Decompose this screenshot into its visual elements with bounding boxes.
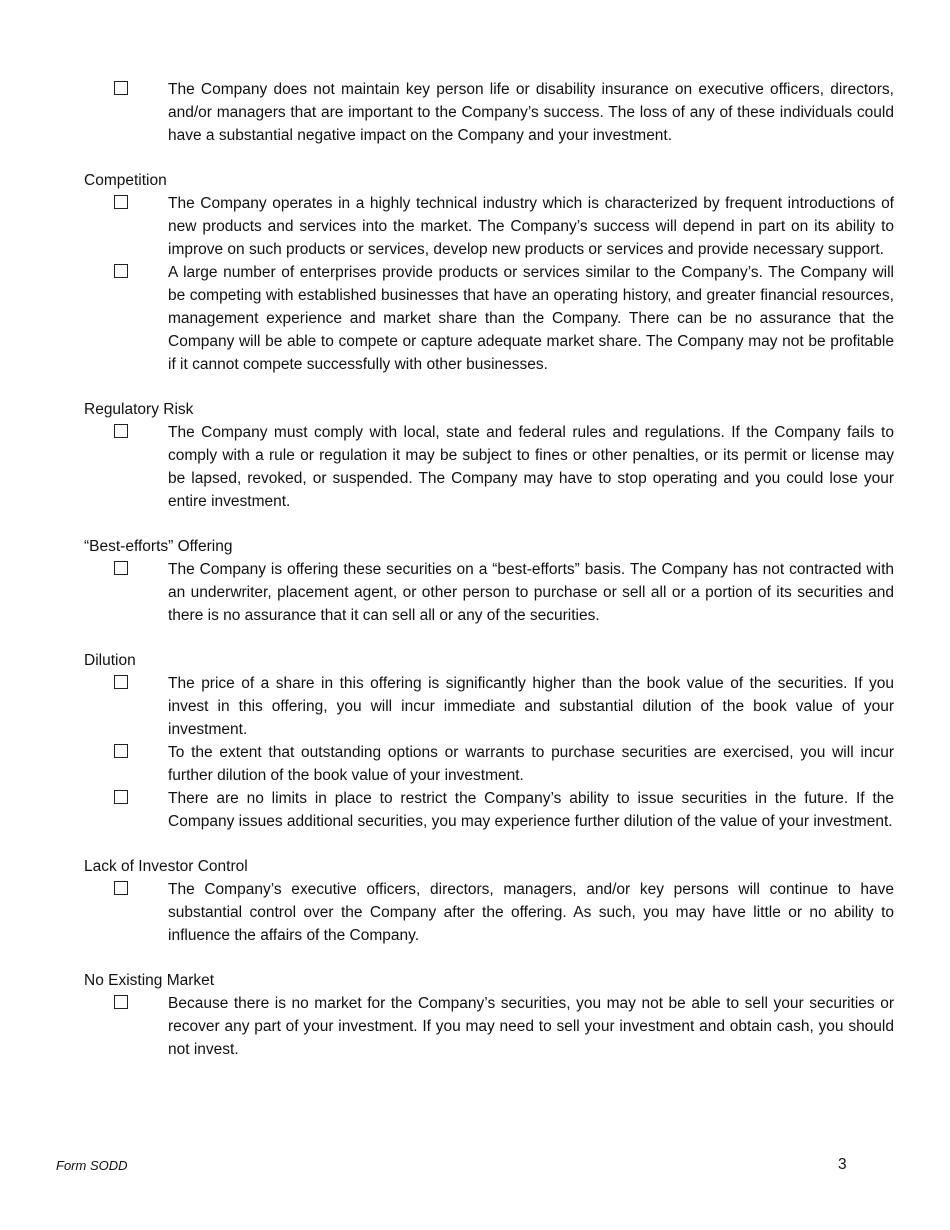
risk-section [84,969,894,1061]
risk-item-text: The Company’s executive officers, directors, managers, and/or key persons will continue to have substantial control over the Company after the offering. As such, you may have little or no ability to influence the affairs of the Company. [168,881,894,944]
risk-checkbox[interactable] [114,881,128,895]
risk-item [84,878,894,947]
risk-section [84,649,894,833]
risk-factors-content [84,78,894,1083]
risk-item-text: Because there is no market for the Company’s securities, you may not be able to sell your securities or recover any part of your investment. If you may need to sell your investment and obtain cash, you should not invest. [168,995,894,1058]
risk-item [84,741,894,787]
risk-item-text: The Company must comply with local, state and federal rules and regulations. If the Company fails to comply with a rule or regulation it may be subject to fines or other penalties, or its permit or license may be lapsed, revoked, or suspended. The Company may have to stop operating and you could lose your entire investment. [168,424,894,510]
risk-item [84,672,894,741]
risk-checkbox[interactable] [114,675,128,689]
risk-section [84,535,894,627]
risk-item [84,78,894,147]
risk-checkbox[interactable] [114,995,128,1009]
risk-item [84,192,894,261]
risk-checkbox[interactable] [114,424,128,438]
risk-item-text: The Company is offering these securities on a “best-efforts” basis. The Company has not contracted with an underwriter, placement agent, or other person to purchase or sell all or a portion of its securities and there is no assurance that it can sell all or any of the securities. [168,561,894,624]
risk-item-text: The Company operates in a highly technical industry which is characterized by frequent introductions of new products and services into the market. The Company’s success will depend in part on its ability to improve on such products or services, develop new products or services and provide necessary support. [168,195,894,258]
risk-item [84,421,894,513]
risk-checkbox[interactable] [114,790,128,804]
risk-item [84,992,894,1061]
page-number: 3 [838,1156,847,1173]
risk-section [84,398,894,513]
risk-checkbox[interactable] [114,264,128,278]
risk-checkbox[interactable] [114,195,128,209]
risk-section [84,169,894,376]
risk-checkbox[interactable] [114,561,128,575]
risk-checkbox[interactable] [114,744,128,758]
section-heading: No Existing Market [84,972,215,989]
risk-item-text: A large number of enterprises provide products or services similar to the Company’s. The Company will be competing with established businesses that have an operating history, and greater financial resources, management experience and market share than the Company. There can be no assurance that the Company will be able to compete or capture adequate market share. The Company may not be profitable if it cannot compete successfully with other businesses. [168,264,894,373]
risk-item-text: The Company does not maintain key person life or disability insurance on executive officers, directors, and/or managers that are important to the Company’s success. The loss of any of these individuals could have a substantial negative impact on the Company and your investment. [168,81,894,144]
risk-item-text: The price of a share in this offering is significantly higher than the book value of the securities. If you invest in this offering, you will incur immediate and substantial dilution of the book value of your investment. [168,675,894,738]
risk-section [84,855,894,947]
risk-item [84,558,894,627]
section-heading: Dilution [84,652,136,669]
risk-item [84,787,894,833]
section-heading: Competition [84,172,167,189]
risk-item-text: To the extent that outstanding options or warrants to purchase securities are exercised, you will incur further dilution of the book value of your investment. [168,744,894,784]
section-heading: Lack of Investor Control [84,858,248,875]
section-heading: Regulatory Risk [84,401,194,418]
section-heading: “Best-efforts” Offering [84,538,233,555]
risk-checkbox[interactable] [114,81,128,95]
form-label: Form SODD [56,1158,128,1173]
risk-section [84,78,894,147]
risk-item-text: There are no limits in place to restrict the Company’s ability to issue securities in the future. If the Company issues additional securities, you may experience further dilution of the value of your investment. [168,790,894,830]
risk-item [84,261,894,376]
